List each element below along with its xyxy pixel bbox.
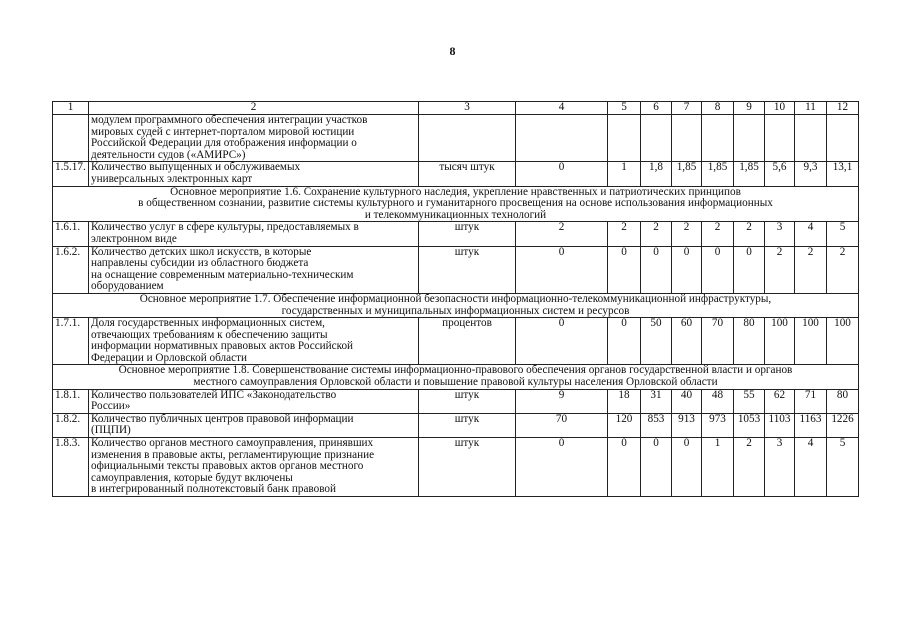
indicator-value: 9,3 xyxy=(795,162,827,186)
indicator-unit: штук xyxy=(419,438,516,497)
indicator-value: 5 xyxy=(827,222,859,246)
section-title: Основное мероприятие 1.6. Сохранение культурного наследия, укрепление нравственных и патриотических принципов в общественном сознании, развитие системы культурного и гуманитарного просвещения на основе использования информационных и телекоммуникационных технологий xyxy=(53,186,859,222)
indicator-row xyxy=(53,318,859,365)
indicator-value: 50 xyxy=(641,318,672,365)
indicator-value: 1053 xyxy=(734,413,765,437)
indicator-value: 2 xyxy=(702,222,734,246)
indicator-value: 2 xyxy=(827,246,859,293)
indicator-unit: процентов xyxy=(419,318,516,365)
indicator-value: 100 xyxy=(827,318,859,365)
indicator-name: Количество органов местного самоуправления, принявших изменения в правовые акты, регламентирующие признание официальными тексты правовых актов органов местного самоуправления, которые будут включены в интегрированный полнотекстовый банк правовой xyxy=(89,438,419,497)
indicator-value: 2 xyxy=(672,222,702,246)
indicator-value: 1,85 xyxy=(672,162,702,186)
indicator-value: 0 xyxy=(672,246,702,293)
indicator-value: 60 xyxy=(672,318,702,365)
indicator-value xyxy=(702,115,734,162)
indicator-value: 973 xyxy=(702,413,734,437)
indicator-value: 70 xyxy=(702,318,734,365)
indicator-name: Доля государственных информационных систем, отвечающих требованиям к обеспечению защиты информации нормативных правовых актов Российской Федерации и Орловской области xyxy=(89,318,419,365)
indicator-name: Количество детских школ искусств, в которые направлены субсидии из областного бюджета на оснащение современным материально-техническим оборудованием xyxy=(89,246,419,293)
indicator-number: 1.6.2. xyxy=(53,246,89,293)
indicator-value: 2 xyxy=(765,246,795,293)
indicator-value: 3 xyxy=(765,438,795,497)
indicator-value: 1 xyxy=(702,438,734,497)
indicator-value: 1 xyxy=(608,162,641,186)
indicator-value: 1,8 xyxy=(641,162,672,186)
header-row xyxy=(53,102,859,115)
column-header: 2 xyxy=(89,102,419,115)
indicator-value: 0 xyxy=(641,438,672,497)
column-header: 12 xyxy=(827,102,859,115)
indicator-value xyxy=(608,115,641,162)
indicator-row xyxy=(53,162,859,186)
column-header: 1 xyxy=(53,102,89,115)
indicator-unit: штук xyxy=(419,222,516,246)
indicator-value: 1226 xyxy=(827,413,859,437)
indicator-value: 0 xyxy=(641,246,672,293)
indicator-value: 80 xyxy=(734,318,765,365)
indicator-value xyxy=(765,115,795,162)
indicator-value: 2 xyxy=(795,246,827,293)
indicator-value: 2 xyxy=(641,222,672,246)
indicator-unit: штук xyxy=(419,413,516,437)
indicator-value xyxy=(734,115,765,162)
indicator-value: 9 xyxy=(516,389,608,413)
indicator-name: Количество услуг в сфере культуры, предоставляемых в электронном виде xyxy=(89,222,419,246)
indicator-value xyxy=(795,115,827,162)
indicator-value: 1163 xyxy=(795,413,827,437)
indicator-value: 1103 xyxy=(765,413,795,437)
indicator-unit: штук xyxy=(419,389,516,413)
section-row xyxy=(53,293,859,317)
indicator-value: 913 xyxy=(672,413,702,437)
indicator-unit xyxy=(419,115,516,162)
section-row xyxy=(53,186,859,222)
indicator-value: 1,85 xyxy=(702,162,734,186)
indicator-number: 1.8.3. xyxy=(53,438,89,497)
section-title: Основное мероприятие 1.8. Совершенствование системы информационно-правового обеспечения органов государственной власти и органов местного самоуправления Орловской области и повышение правовой культуры населения Орловской области xyxy=(53,365,859,389)
indicator-number: 1.8.2. xyxy=(53,413,89,437)
indicator-value: 18 xyxy=(608,389,641,413)
indicator-value: 4 xyxy=(795,438,827,497)
indicator-number: 1.5.17. xyxy=(53,162,89,186)
page-number: 8 xyxy=(449,44,456,58)
column-header: 8 xyxy=(702,102,734,115)
indicator-value xyxy=(641,115,672,162)
indicator-value: 5,6 xyxy=(765,162,795,186)
indicator-value: 0 xyxy=(516,162,608,186)
indicator-value: 0 xyxy=(608,438,641,497)
indicator-number: 1.8.1. xyxy=(53,389,89,413)
indicator-number: 1.6.1. xyxy=(53,222,89,246)
indicator-value: 4 xyxy=(795,222,827,246)
indicator-value: 31 xyxy=(641,389,672,413)
indicator-row xyxy=(53,389,859,413)
indicator-value: 100 xyxy=(795,318,827,365)
indicator-value: 2 xyxy=(608,222,641,246)
indicator-value: 62 xyxy=(765,389,795,413)
indicator-row xyxy=(53,413,859,437)
indicator-value: 80 xyxy=(827,389,859,413)
column-header: 10 xyxy=(765,102,795,115)
indicator-value xyxy=(516,115,608,162)
indicator-value: 0 xyxy=(734,246,765,293)
indicator-value: 3 xyxy=(765,222,795,246)
indicator-name: модулем программного обеспечения интеграции участков мировых судей с интернет-порталом мировой юстиции Российской Федерации для отображения информации о деятельности судов («АМИРС») xyxy=(89,115,419,162)
indicator-value: 853 xyxy=(641,413,672,437)
continuation-row xyxy=(53,115,859,162)
indicator-value: 0 xyxy=(672,438,702,497)
indicator-value xyxy=(827,115,859,162)
indicator-name: Количество выпущенных и обслуживаемых универсальных электронных карт xyxy=(89,162,419,186)
indicator-value: 0 xyxy=(608,318,641,365)
indicator-value: 48 xyxy=(702,389,734,413)
column-header: 6 xyxy=(641,102,672,115)
column-header: 7 xyxy=(672,102,702,115)
indicator-name: Количество публичных центров правовой информации (ПЦПИ) xyxy=(89,413,419,437)
column-header: 11 xyxy=(795,102,827,115)
indicator-unit: тысяч штук xyxy=(419,162,516,186)
indicator-value: 55 xyxy=(734,389,765,413)
indicator-value: 0 xyxy=(516,246,608,293)
indicator-value xyxy=(672,115,702,162)
indicator-value: 0 xyxy=(516,438,608,497)
indicator-row xyxy=(53,438,859,497)
indicator-value: 70 xyxy=(516,413,608,437)
indicator-value: 40 xyxy=(672,389,702,413)
indicator-value: 5 xyxy=(827,438,859,497)
indicator-name: Количество пользователей ИПС «Законодательство России» xyxy=(89,389,419,413)
column-header: 3 xyxy=(419,102,516,115)
column-header: 5 xyxy=(608,102,641,115)
indicator-value: 100 xyxy=(765,318,795,365)
indicator-value: 2 xyxy=(516,222,608,246)
column-header: 9 xyxy=(734,102,765,115)
indicator-value: 2 xyxy=(734,438,765,497)
indicator-value: 71 xyxy=(795,389,827,413)
indicator-value: 120 xyxy=(608,413,641,437)
indicator-value: 1,85 xyxy=(734,162,765,186)
section-row xyxy=(53,365,859,389)
indicator-value: 0 xyxy=(702,246,734,293)
section-title: Основное мероприятие 1.7. Обеспечение информационной безопасности информационно-телекоммуникационной инфраструктуры, государственных и муниципальных информационных систем и ресурсов xyxy=(53,293,859,317)
column-header: 4 xyxy=(516,102,608,115)
indicator-value: 0 xyxy=(608,246,641,293)
indicator-value: 0 xyxy=(516,318,608,365)
indicators-table xyxy=(52,101,859,497)
indicator-number: 1.7.1. xyxy=(53,318,89,365)
indicator-value: 2 xyxy=(734,222,765,246)
indicator-row xyxy=(53,246,859,293)
indicator-value: 13,1 xyxy=(827,162,859,186)
indicator-number xyxy=(53,115,89,162)
indicator-unit: штук xyxy=(419,246,516,293)
indicator-row xyxy=(53,222,859,246)
